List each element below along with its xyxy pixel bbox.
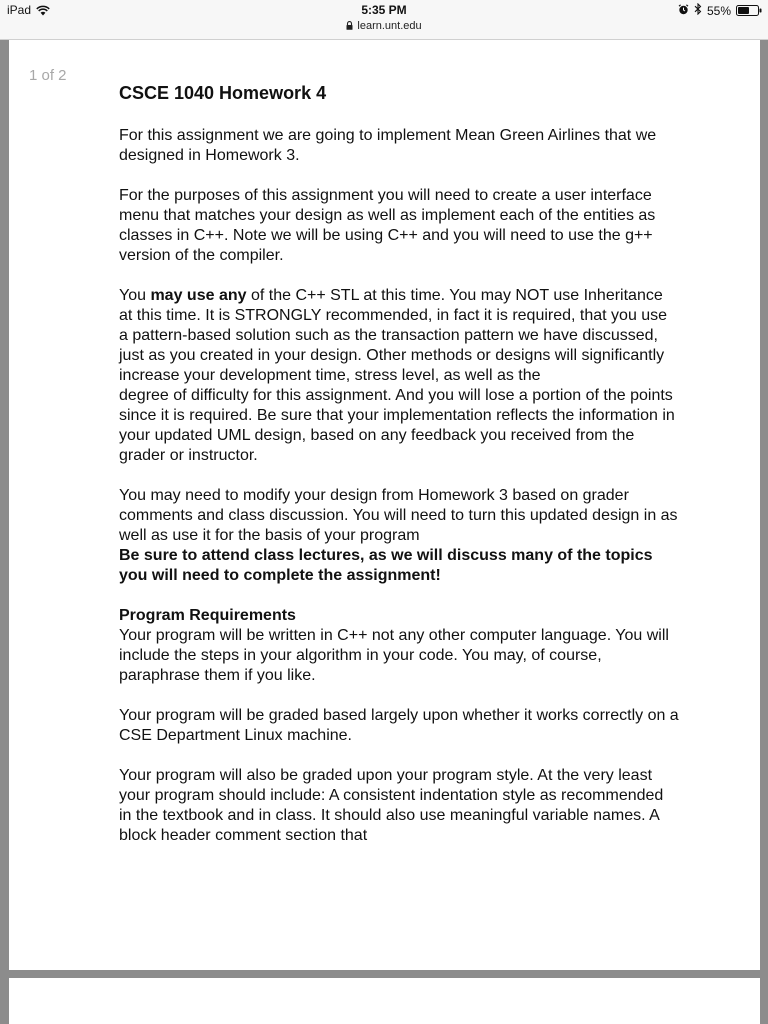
paragraph-text: For this assignment we are going to implement Mean Green Airlines that we designed in Homework 3.	[119, 127, 657, 164]
clock: 5:35 PM	[361, 3, 407, 17]
paragraph-modify-design	[119, 486, 679, 586]
paragraph-purpose	[119, 186, 679, 266]
pdf-page-2[interactable]	[9, 978, 760, 1024]
paragraph-text	[119, 286, 679, 386]
paragraph-grading	[119, 706, 679, 746]
paragraph-text: You may need to modify your design from Homework 3 based on grader comments and class discussion. You will need to turn this updated design in as well as use it for the basis of your program	[119, 487, 678, 544]
paragraph-text: Your program will be written in C++ not any other computer language. You will include the steps in your algorithm in your code. You may, of course, paraphrase them if you like.	[119, 627, 669, 684]
paragraph-text: Your program will be graded based largely upon whether it works correctly on a CSE Department Linux machine.	[119, 707, 679, 744]
page-counter: 1 of 2	[29, 67, 67, 84]
text-run-bold: may use any	[150, 287, 247, 304]
paragraph-text: For the purposes of this assignment you will need to create a user interface menu that matches your design as well as implement each of the entities as classes in C++. Note we will be using C++ and you will need to use the g++ version of the compiler.	[119, 187, 656, 264]
lock-icon	[346, 21, 353, 30]
device-label: iPad	[7, 3, 32, 17]
document-body	[119, 82, 679, 866]
paragraph-text: degree of difficulty for this assignment. And you will lose a portion of the points since it is required. Be sure that your implementation reflects the information in your updated UML design, based on any feedback you received from the grader or instructor.	[119, 387, 675, 464]
pdf-viewer[interactable]	[0, 40, 768, 1024]
address-bar[interactable]	[0, 20, 768, 32]
section-heading: Program Requirements	[119, 607, 296, 624]
pdf-page-1[interactable]	[9, 40, 760, 970]
paragraph-intro	[119, 126, 679, 166]
paragraph-style	[119, 766, 679, 846]
status-right	[678, 3, 762, 18]
paragraph-stl	[119, 286, 679, 466]
section-program-requirements	[119, 606, 679, 686]
alarm-icon	[678, 4, 689, 18]
battery-percent: 55%	[706, 3, 731, 18]
paragraph-text: Your program will also be graded upon your program style. At the very least your program should include: A consistent indentation style as recommended in the textbook and in class. It should also use meaningful variable names. A block header comment section that	[119, 767, 664, 844]
battery-icon	[736, 5, 762, 16]
paragraph-text-bold: Be sure to attend class lectures, as we will discuss many of the topics you will need to complete the assignment!	[119, 547, 653, 584]
status-bar	[0, 0, 768, 40]
text-run: You	[119, 287, 151, 304]
url-text: learn.unt.edu	[357, 20, 422, 32]
text-run: of the C++ STL at this time. You may NOT use Inheritance at this time. It is STRONGLY recommended, in fact it is required, that you use a pattern-based solution such as the transaction pattern we have discussed, just as you created in your design. Other methods or designs will significantly increase your development time, stress level, as well as the	[119, 287, 668, 384]
document-title: CSCE 1040 Homework 4	[119, 83, 327, 103]
bluetooth-icon	[694, 3, 702, 18]
